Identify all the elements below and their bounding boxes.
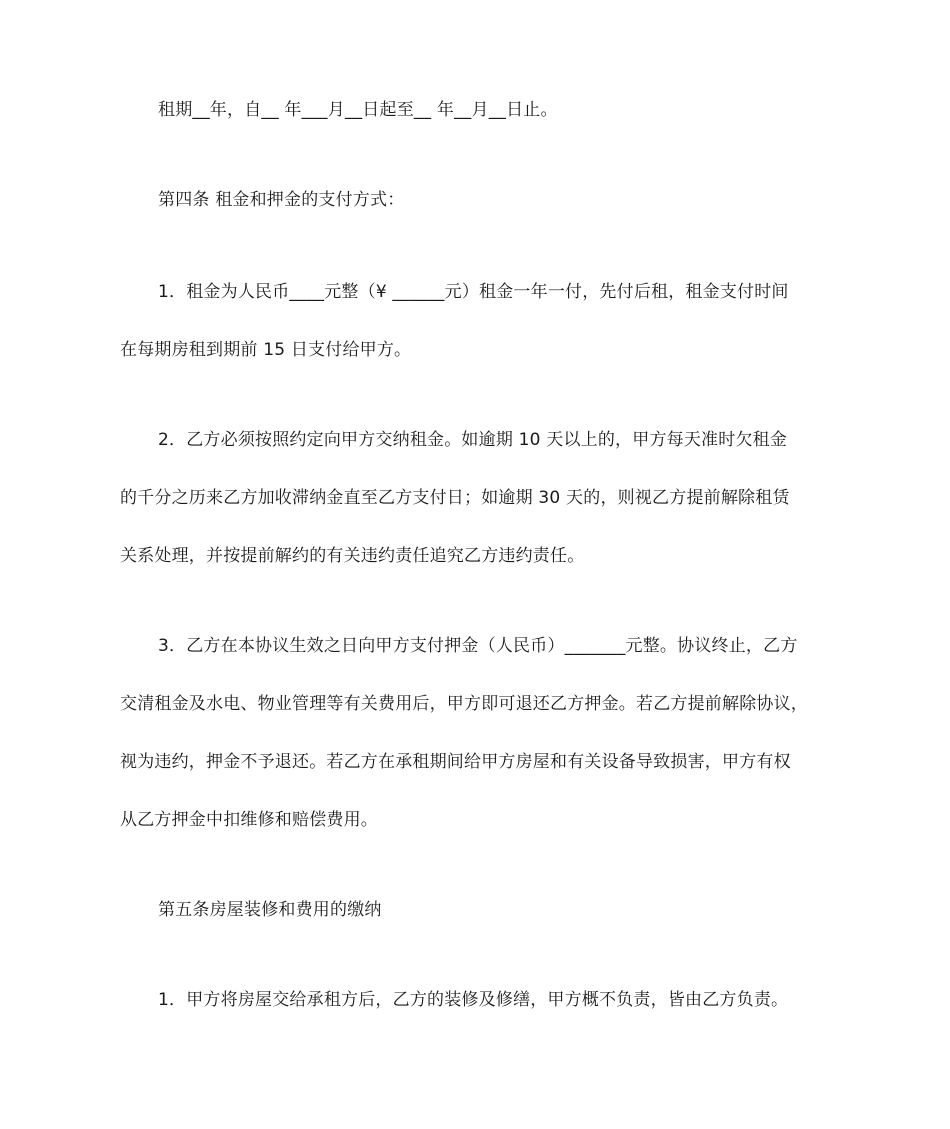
clause-4-2-line-2: 的千分之历来乙方加收滞纳金直至乙方支付日；如逾期 30 天的，则视乙方提前解除租赁 (120, 488, 790, 508)
clause-4-2-line-3: 关系处理，并按提前解约的有关违约责任追究乙方违约责任。 (120, 546, 585, 566)
clause-4-2-line-1: 2．乙方必须按照约定向甲方交纳租金。如逾期 10 天以上的，甲方每天准时欠租金 (158, 430, 788, 450)
clause-4-3-line-2: 交清租金及水电、物业管理等有关费用后，甲方即可退还乙方押金。若乙方提前解除协议， (120, 694, 808, 714)
article-five-heading: 第五条房屋装修和费用的缴纳 (158, 900, 382, 920)
clause-4-1-line-1: 1．租金为人民币____元整（¥ ______元）租金一年一付，先付后租，租金支付时间 (158, 282, 789, 302)
clause-4-1-line-2: 在每期房租到期前 15 日支付给甲方。 (120, 340, 412, 360)
lease-term-line: 租期__年，自__ 年___月__日起至__ 年__月__日止。 (158, 100, 558, 120)
clause-4-3-line-1: 3．乙方在本协议生效之日向甲方支付押金（人民币）_______元整。协议终止，乙方 (158, 636, 798, 656)
clause-5-1-line-1: 1．甲方将房屋交给承租方后，乙方的装修及修缮，甲方概不负责，皆由乙方负责。 (158, 990, 789, 1010)
article-four-heading: 第四条 租金和押金的支付方式： (158, 190, 405, 210)
clause-4-3-line-4: 从乙方押金中扣维修和赔偿费用。 (120, 810, 378, 830)
clause-4-3-line-3: 视为违约，押金不予退还。若乙方在承租期间给甲方房屋和有关设备导致损害，甲方有权 (120, 752, 791, 772)
